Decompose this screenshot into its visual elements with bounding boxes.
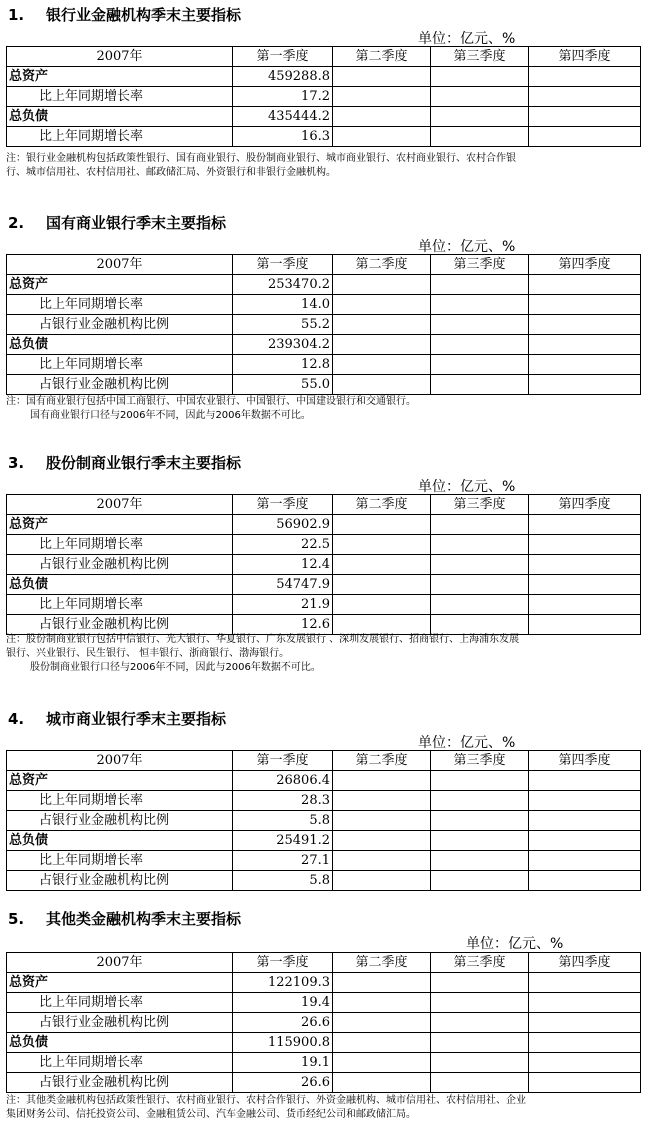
table-row (7, 87, 641, 107)
header-quarter: 第四季度 (529, 953, 641, 973)
table-row (7, 275, 641, 295)
section-number: 3. (8, 454, 25, 472)
empty-cell (529, 771, 641, 791)
header-quarter: 第一季度 (233, 495, 333, 515)
empty-cell (333, 315, 431, 335)
q1-value: 253470.2 (233, 275, 333, 295)
empty-cell (529, 871, 641, 891)
empty-cell (529, 315, 641, 335)
row-label: 比上年同期增长率 (7, 535, 233, 555)
empty-cell (333, 87, 431, 107)
header-year: 2007年 (7, 495, 233, 515)
empty-cell (333, 375, 431, 395)
unit-label: 单位：亿元、% (418, 239, 516, 255)
empty-cell (529, 1053, 641, 1073)
q1-value: 22.5 (233, 535, 333, 555)
q1-value: 55.2 (233, 315, 333, 335)
table-row (7, 1073, 641, 1093)
unit-label: 单位：亿元、% (418, 31, 516, 47)
row-label: 比上年同期增长率 (7, 355, 233, 375)
table-row (7, 1053, 641, 1073)
empty-cell (431, 871, 529, 891)
note-line: 集团财务公司、信托投资公司、金融租赁公司、汽车金融公司、货币经纪公司和邮政储汇局。 (6, 1109, 416, 1120)
empty-cell (529, 595, 641, 615)
row-label: 比上年同期增长率 (7, 851, 233, 871)
empty-cell (333, 1073, 431, 1093)
empty-cell (529, 831, 641, 851)
q1-value: 12.6 (233, 615, 333, 635)
empty-cell (333, 295, 431, 315)
q1-value: 5.8 (233, 871, 333, 891)
q1-value: 115900.8 (233, 1033, 333, 1053)
unit-label: 单位：亿元、% (418, 479, 516, 495)
q1-value: 435444.2 (233, 107, 333, 127)
empty-cell (529, 67, 641, 87)
empty-cell (333, 771, 431, 791)
empty-cell (529, 515, 641, 535)
table-row (7, 973, 641, 993)
header-quarter: 第一季度 (233, 255, 333, 275)
empty-cell (431, 973, 529, 993)
empty-cell (333, 535, 431, 555)
table-header-row (7, 751, 641, 771)
row-label: 比上年同期增长率 (7, 127, 233, 147)
empty-cell (529, 575, 641, 595)
row-label: 总资产 (7, 67, 233, 87)
section-title (8, 708, 226, 729)
empty-cell (333, 275, 431, 295)
empty-cell (529, 107, 641, 127)
empty-cell (333, 515, 431, 535)
section-title-text: 股份制商业银行季末主要指标 (46, 454, 242, 472)
empty-cell (431, 1033, 529, 1053)
empty-cell (529, 973, 641, 993)
table-row (7, 993, 641, 1013)
empty-cell (333, 127, 431, 147)
q1-value: 12.8 (233, 355, 333, 375)
empty-cell (529, 555, 641, 575)
table-row (7, 515, 641, 535)
note-line: 注：国有商业银行包括中国工商银行、中国农业银行、中国银行、中国建设银行和交通银行。 (6, 396, 416, 407)
table-row (7, 355, 641, 375)
note-line: 行、城市信用社、农村信用社、邮政储汇局、外资银行和非银行金融机构。 (6, 167, 336, 178)
empty-cell (431, 811, 529, 831)
q1-value: 16.3 (233, 127, 333, 147)
empty-cell (431, 555, 529, 575)
empty-cell (431, 1073, 529, 1093)
q1-value: 27.1 (233, 851, 333, 871)
empty-cell (333, 555, 431, 575)
row-label: 总负债 (7, 335, 233, 355)
empty-cell (431, 595, 529, 615)
row-label: 比上年同期增长率 (7, 993, 233, 1013)
table-row (7, 555, 641, 575)
empty-cell (431, 315, 529, 335)
empty-cell (529, 275, 641, 295)
row-label: 比上年同期增长率 (7, 791, 233, 811)
header-quarter: 第二季度 (333, 255, 431, 275)
empty-cell (529, 851, 641, 871)
section-title (8, 908, 241, 929)
empty-cell (333, 811, 431, 831)
empty-cell (529, 335, 641, 355)
header-quarter: 第一季度 (233, 47, 333, 67)
q1-value: 21.9 (233, 595, 333, 615)
empty-cell (431, 87, 529, 107)
q1-value: 26.6 (233, 1013, 333, 1033)
empty-cell (431, 355, 529, 375)
header-quarter: 第一季度 (233, 953, 333, 973)
table-note (6, 1094, 636, 1122)
q1-value: 55.0 (233, 375, 333, 395)
row-label: 占银行业金融机构比例 (7, 871, 233, 891)
q1-value: 54747.9 (233, 575, 333, 595)
empty-cell (529, 615, 641, 635)
table-row (7, 67, 641, 87)
note-line: 国有商业银行口径与2006年不同，因此与2006年数据不可比。 (30, 410, 311, 421)
row-label: 占银行业金融机构比例 (7, 615, 233, 635)
q1-value: 56902.9 (233, 515, 333, 535)
empty-cell (431, 615, 529, 635)
empty-cell (529, 1033, 641, 1053)
row-label: 总资产 (7, 275, 233, 295)
empty-cell (431, 575, 529, 595)
indicator-table (6, 952, 641, 1093)
q1-value: 5.8 (233, 811, 333, 831)
header-quarter: 第二季度 (333, 47, 431, 67)
q1-value: 17.2 (233, 87, 333, 107)
empty-cell (333, 851, 431, 871)
table-row (7, 335, 641, 355)
header-quarter: 第四季度 (529, 255, 641, 275)
empty-cell (529, 811, 641, 831)
empty-cell (431, 67, 529, 87)
table-row (7, 127, 641, 147)
row-label: 总资产 (7, 515, 233, 535)
table-row (7, 535, 641, 555)
table-row (7, 595, 641, 615)
q1-value: 459288.8 (233, 67, 333, 87)
q1-value: 26806.4 (233, 771, 333, 791)
table-header-row (7, 953, 641, 973)
empty-cell (333, 1033, 431, 1053)
empty-cell (333, 993, 431, 1013)
q1-value: 28.3 (233, 791, 333, 811)
table-row (7, 791, 641, 811)
section-title (8, 452, 241, 473)
table-header-row (7, 495, 641, 515)
q1-value: 239304.2 (233, 335, 333, 355)
empty-cell (333, 595, 431, 615)
header-quarter: 第三季度 (431, 47, 529, 67)
empty-cell (529, 375, 641, 395)
row-label: 比上年同期增长率 (7, 1053, 233, 1073)
header-quarter: 第二季度 (333, 953, 431, 973)
empty-cell (431, 1053, 529, 1073)
note-line: 注：股份制商业银行包括中信银行、光大银行、华夏银行、广东发展银行 、深圳发展银行、招商银行、上海浦东发展 (6, 634, 520, 645)
table-row (7, 1013, 641, 1033)
q1-value: 19.4 (233, 993, 333, 1013)
q1-value: 14.0 (233, 295, 333, 315)
empty-cell (431, 375, 529, 395)
empty-cell (431, 791, 529, 811)
section-title-text: 其他类金融机构季末主要指标 (46, 910, 242, 928)
row-label: 总负债 (7, 831, 233, 851)
empty-cell (529, 993, 641, 1013)
empty-cell (431, 1013, 529, 1033)
empty-cell (431, 107, 529, 127)
empty-cell (333, 1013, 431, 1033)
indicator-table (6, 254, 641, 395)
table-row (7, 1033, 641, 1053)
table-row (7, 871, 641, 891)
row-label: 占银行业金融机构比例 (7, 315, 233, 335)
row-label: 总资产 (7, 973, 233, 993)
row-label: 总负债 (7, 575, 233, 595)
table-header-row (7, 47, 641, 67)
row-label: 比上年同期增长率 (7, 295, 233, 315)
empty-cell (431, 831, 529, 851)
header-quarter: 第四季度 (529, 495, 641, 515)
header-year: 2007年 (7, 47, 233, 67)
indicator-table (6, 46, 641, 147)
q1-value: 25491.2 (233, 831, 333, 851)
row-label: 比上年同期增长率 (7, 87, 233, 107)
empty-cell (529, 535, 641, 555)
empty-cell (529, 295, 641, 315)
empty-cell (529, 1013, 641, 1033)
empty-cell (431, 851, 529, 871)
empty-cell (431, 127, 529, 147)
table-note (6, 633, 636, 675)
section-title (8, 212, 226, 233)
header-year: 2007年 (7, 953, 233, 973)
header-quarter: 第四季度 (529, 751, 641, 771)
row-label: 总负债 (7, 1033, 233, 1053)
empty-cell (529, 127, 641, 147)
empty-cell (333, 107, 431, 127)
header-quarter: 第四季度 (529, 47, 641, 67)
empty-cell (431, 993, 529, 1013)
unit-label: 单位：亿元、% (418, 735, 516, 751)
section-number: 4. (8, 710, 25, 728)
empty-cell (529, 355, 641, 375)
empty-cell (529, 791, 641, 811)
note-line: 注：银行业金融机构包括政策性银行、国有商业银行、股份制商业银行、城市商业银行、农村商业银行、农村合作银 (6, 153, 516, 164)
row-label: 占银行业金融机构比例 (7, 375, 233, 395)
empty-cell (431, 515, 529, 535)
empty-cell (431, 771, 529, 791)
header-quarter: 第三季度 (431, 255, 529, 275)
empty-cell (333, 831, 431, 851)
unit-label: 单位：亿元、% (466, 936, 564, 952)
header-quarter: 第三季度 (431, 495, 529, 515)
q1-value: 122109.3 (233, 973, 333, 993)
table-note (6, 152, 636, 180)
empty-cell (431, 275, 529, 295)
header-quarter: 第一季度 (233, 751, 333, 771)
header-year: 2007年 (7, 255, 233, 275)
table-row (7, 315, 641, 335)
row-label: 总资产 (7, 771, 233, 791)
section-number: 5. (8, 910, 25, 928)
q1-value: 26.6 (233, 1073, 333, 1093)
section-number: 1. (8, 6, 25, 24)
empty-cell (333, 973, 431, 993)
q1-value: 12.4 (233, 555, 333, 575)
table-note (6, 395, 636, 423)
row-label: 占银行业金融机构比例 (7, 811, 233, 831)
row-label: 占银行业金融机构比例 (7, 1073, 233, 1093)
table-row (7, 295, 641, 315)
header-quarter: 第二季度 (333, 751, 431, 771)
header-quarter: 第二季度 (333, 495, 431, 515)
indicator-table (6, 750, 641, 891)
table-row (7, 811, 641, 831)
row-label: 比上年同期增长率 (7, 595, 233, 615)
empty-cell (333, 67, 431, 87)
section-number: 2. (8, 214, 25, 232)
row-label: 占银行业金融机构比例 (7, 555, 233, 575)
note-line: 股份制商业银行口径与2006年不同，因此与2006年数据不可比。 (30, 662, 321, 673)
indicator-table (6, 494, 641, 635)
table-row (7, 851, 641, 871)
empty-cell (529, 1073, 641, 1093)
section-title-text: 国有商业银行季末主要指标 (46, 214, 227, 232)
empty-cell (333, 791, 431, 811)
empty-cell (333, 615, 431, 635)
note-line: 注：其他类金融机构包括政策性银行、农村商业银行、农村合作银行、外资金融机构、城市信用社、农村信用社、企业 (6, 1095, 526, 1106)
row-label: 总负债 (7, 107, 233, 127)
table-row (7, 831, 641, 851)
table-row (7, 107, 641, 127)
table-row (7, 771, 641, 791)
table-row (7, 375, 641, 395)
header-quarter: 第三季度 (431, 751, 529, 771)
section-title-text: 城市商业银行季末主要指标 (46, 710, 227, 728)
empty-cell (431, 535, 529, 555)
table-header-row (7, 255, 641, 275)
table-row (7, 615, 641, 635)
empty-cell (333, 355, 431, 375)
empty-cell (333, 871, 431, 891)
q1-value: 19.1 (233, 1053, 333, 1073)
note-line: 银行、兴业银行、民生银行、 恒丰银行、浙商银行、渤海银行。 (6, 648, 290, 659)
row-label: 占银行业金融机构比例 (7, 1013, 233, 1033)
table-row (7, 575, 641, 595)
header-quarter: 第三季度 (431, 953, 529, 973)
empty-cell (333, 335, 431, 355)
empty-cell (333, 1053, 431, 1073)
empty-cell (431, 335, 529, 355)
empty-cell (333, 575, 431, 595)
empty-cell (529, 87, 641, 107)
section-title (8, 4, 241, 25)
empty-cell (431, 295, 529, 315)
section-title-text: 银行业金融机构季末主要指标 (46, 6, 242, 24)
header-year: 2007年 (7, 751, 233, 771)
